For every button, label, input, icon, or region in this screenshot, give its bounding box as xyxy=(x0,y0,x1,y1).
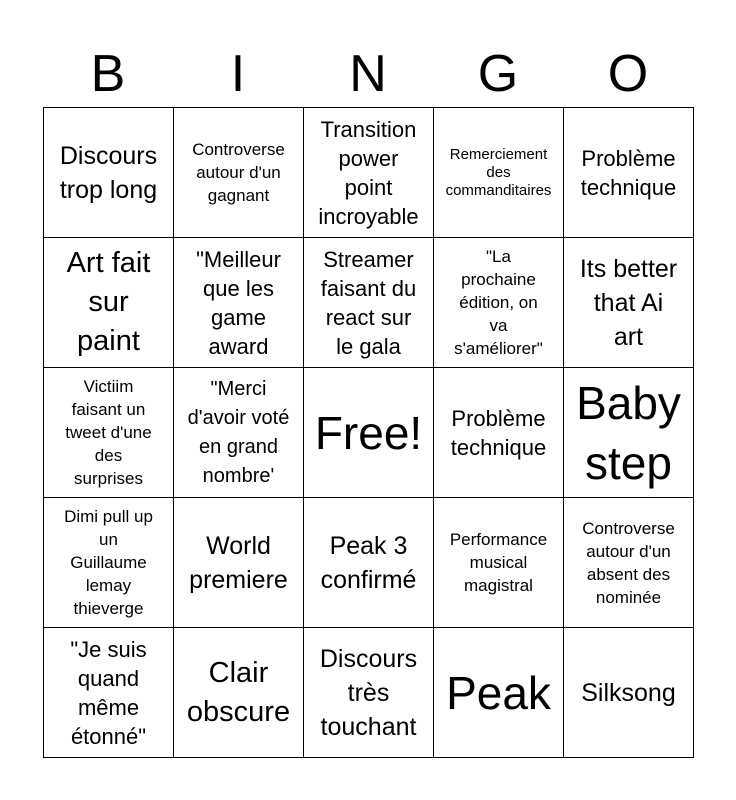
bingo-header xyxy=(43,40,693,108)
cell-text: Peak xyxy=(446,666,551,719)
bingo-cell[interactable] xyxy=(174,238,304,368)
bingo-cell[interactable] xyxy=(304,238,434,368)
cell-text: Silksong xyxy=(581,678,676,707)
bingo-cell[interactable] xyxy=(304,108,434,238)
bingo-cell[interactable] xyxy=(174,628,304,758)
cell-text: Baby step xyxy=(576,376,681,489)
bingo-cell[interactable] xyxy=(174,368,304,498)
cell-text: Remerciement des commanditaires xyxy=(445,145,552,199)
cell-text: Its better that Ai art xyxy=(579,254,678,351)
cell-text: "Merci d'avoir voté en grand nombre' xyxy=(187,377,290,487)
cell-text: Art fait sur paint xyxy=(66,247,151,357)
header-letter-g: G xyxy=(477,45,519,103)
cell-text: Transition power point incroyable xyxy=(318,116,419,229)
bingo-cell[interactable] xyxy=(44,628,174,758)
bingo-cell[interactable] xyxy=(434,368,564,498)
cell-text: Discours très touchant xyxy=(319,644,418,741)
cell-text: Clair obscure xyxy=(186,656,291,728)
bingo-cell[interactable] xyxy=(564,108,694,238)
header-letter-n: N xyxy=(349,45,387,103)
cell-text: Streamer faisant du react sur le gala xyxy=(320,246,417,359)
cell-text: World premiere xyxy=(189,531,288,594)
free-cell-text: Free! xyxy=(314,406,423,459)
cell-text: Problème technique xyxy=(580,145,677,200)
bingo-cell[interactable] xyxy=(434,238,564,368)
cell-text: Problème technique xyxy=(450,405,547,460)
bingo-cell[interactable] xyxy=(304,498,434,628)
bingo-cell[interactable] xyxy=(434,498,564,628)
cell-text: Discours trop long xyxy=(59,141,158,204)
bingo-cell[interactable] xyxy=(44,108,174,238)
bingo-cell[interactable] xyxy=(44,368,174,498)
bingo-cell[interactable] xyxy=(434,628,564,758)
bingo-cell[interactable] xyxy=(44,238,174,368)
cell-text: Victiim faisant un tweet d'une des surprises xyxy=(65,377,152,488)
header-letter-i: I xyxy=(230,45,246,103)
cell-text: Dimi pull up un Guillaume lemay thieverge xyxy=(64,507,153,618)
cell-text: "Je suis quand même étonné" xyxy=(70,636,147,749)
cell-text: "Meilleur que les game award xyxy=(196,246,281,359)
cell-text: Peak 3 confirmé xyxy=(320,531,417,594)
cell-text: Performance musical magistral xyxy=(449,530,548,595)
bingo-grid xyxy=(43,107,694,758)
bingo-cell[interactable] xyxy=(564,368,694,498)
bingo-cell-free[interactable] xyxy=(304,368,434,498)
bingo-cell[interactable] xyxy=(174,108,304,238)
bingo-cell[interactable] xyxy=(564,498,694,628)
cell-text: "La prochaine édition, on va s'améliorer" xyxy=(454,247,543,358)
bingo-cell[interactable] xyxy=(174,498,304,628)
bingo-cell[interactable] xyxy=(304,628,434,758)
bingo-cell[interactable] xyxy=(44,498,174,628)
bingo-cell[interactable] xyxy=(434,108,564,238)
header-letter-o: O xyxy=(607,45,649,103)
cell-text: Controverse autour d'un gagnant xyxy=(192,140,285,205)
bingo-cell[interactable] xyxy=(564,238,694,368)
cell-text: Controverse autour d'un absent des nominée xyxy=(582,518,675,607)
bingo-cell[interactable] xyxy=(564,628,694,758)
header-letter-b: B xyxy=(90,45,126,103)
